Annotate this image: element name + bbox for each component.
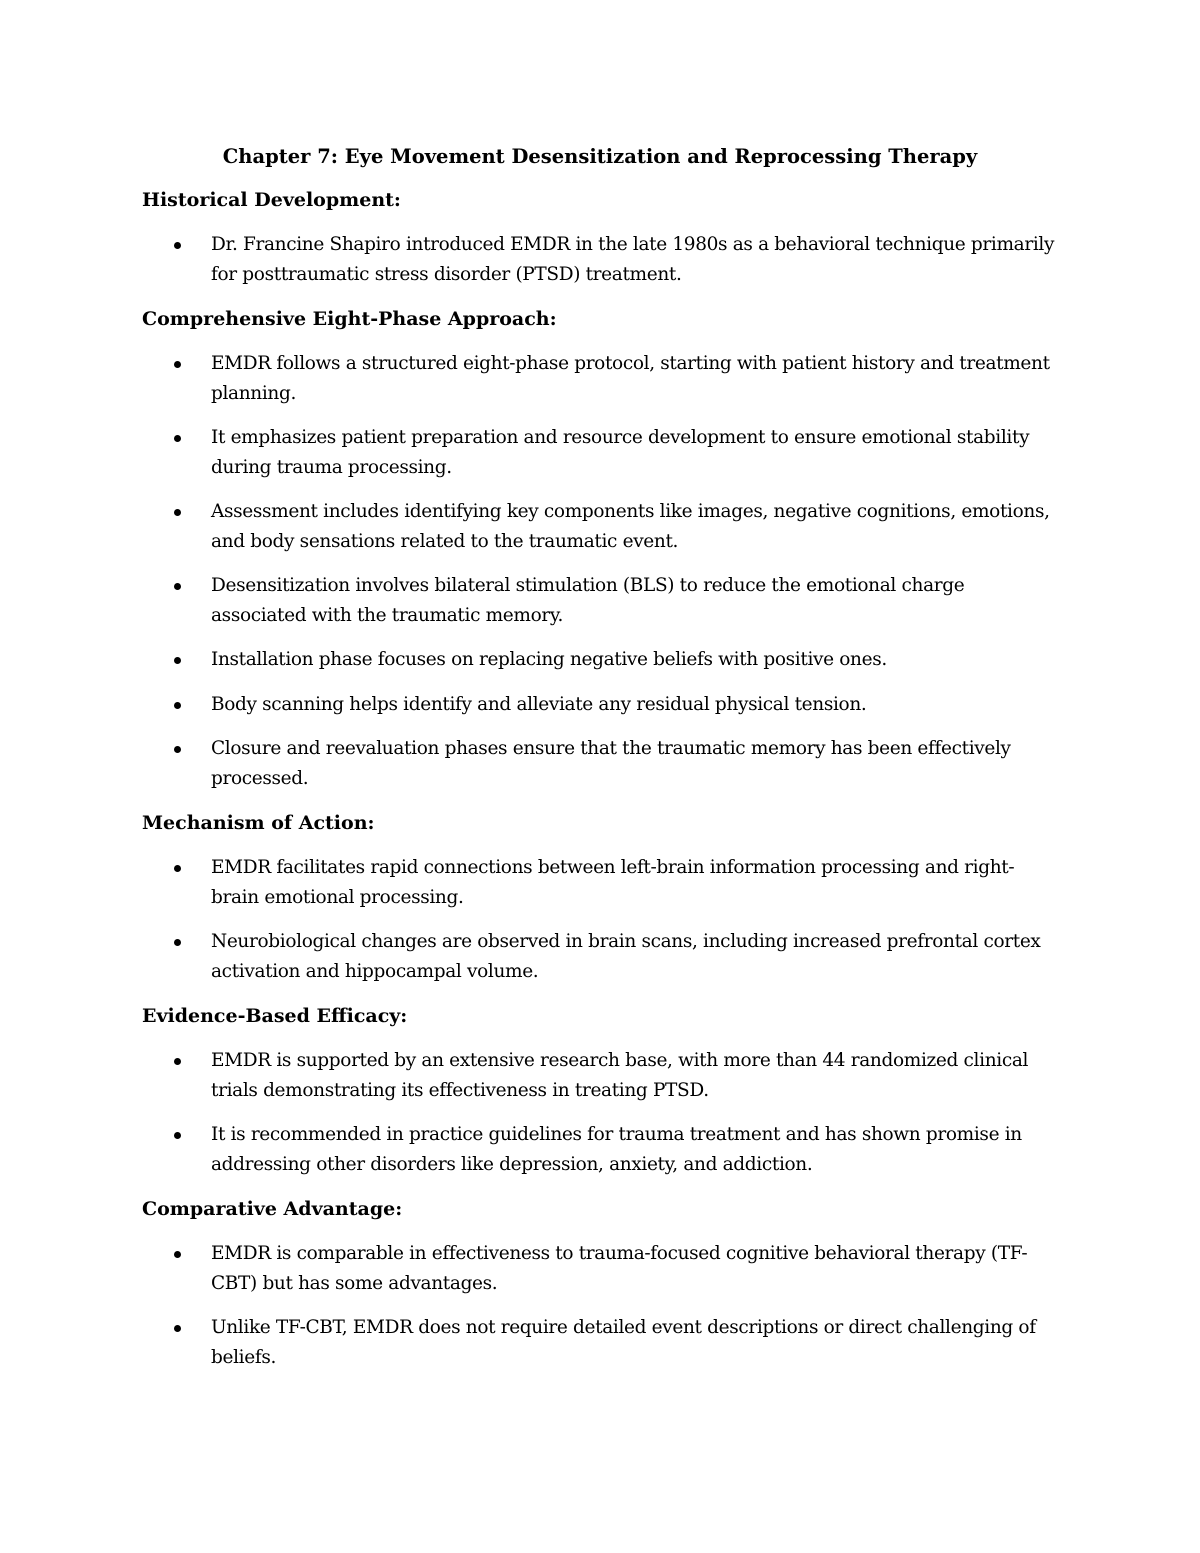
page-title: Chapter 7: Eye Movement Desensitization and Reprocessing Therapy: [222, 145, 978, 168]
bullet-item: [142, 690, 1062, 720]
bullet-icon: [174, 702, 181, 709]
bullet-text: Body scanning helps identify and alleviate any residual physical tension.: [211, 693, 867, 715]
bullet-text: Neurobiological changes are observed in brain scans, including increased prefrontal cortex activation and hippocampal volume.: [211, 931, 1041, 982]
bullet-list: [142, 1046, 1062, 1179]
section-comparative-advantage: [142, 1195, 1062, 1372]
bullet-list: [142, 349, 1062, 793]
bullet-icon: [174, 657, 181, 664]
bullet-list: [142, 230, 1062, 289]
bullet-text: It is recommended in practice guidelines for trauma treatment and has shown promise in addressing other disorders like depression, anxiety, and addiction.: [211, 1124, 1022, 1175]
bullet-item: [142, 571, 1062, 630]
bullet-text: Dr. Francine Shapiro introduced EMDR in the late 1980s as a behavioral technique primarily for posttraumatic stress disorder (PTSD) treatment.: [211, 234, 1055, 285]
bullet-text: It emphasizes patient preparation and resource development to ensure emotional stability during trauma processing.: [211, 427, 1030, 478]
bullet-item: [142, 1313, 1062, 1372]
bullet-item: [142, 1239, 1062, 1298]
bullet-text: EMDR is comparable in effectiveness to trauma-focused cognitive behavioral therapy (TF-CBT) but has some advantages.: [211, 1243, 1028, 1294]
section-heading: Comparative Advantage:: [142, 1198, 403, 1220]
bullet-item: [142, 423, 1062, 482]
section-heading: Mechanism of Action:: [142, 812, 375, 834]
section-heading: Historical Development:: [142, 189, 401, 211]
bullet-item: [142, 734, 1062, 793]
bullet-text: EMDR facilitates rapid connections between left-brain information processing and right-brain emotional processing.: [211, 857, 1015, 908]
document-body: [142, 186, 1062, 1388]
bullet-text: Unlike TF-CBT, EMDR does not require detailed event descriptions or direct challenging of beliefs.: [211, 1317, 1036, 1368]
bullet-text: Installation phase focuses on replacing negative beliefs with positive ones.: [211, 649, 887, 670]
section-historical-development: [142, 186, 1062, 289]
section-evidence-based-efficacy: [142, 1002, 1062, 1179]
bullet-item: [142, 230, 1062, 289]
bullet-item: [142, 645, 1062, 675]
bullet-list: [142, 853, 1062, 986]
bullet-icon: [174, 1132, 181, 1139]
bullet-item: [142, 927, 1062, 986]
section-mechanism-of-action: [142, 809, 1062, 986]
bullet-item: [142, 349, 1062, 408]
bullet-item: [142, 497, 1062, 556]
bullet-icon: [174, 1325, 181, 1332]
bullet-icon: [174, 361, 181, 368]
bullet-text: Desensitization involves bilateral stimulation (BLS) to reduce the emotional charge associated with the traumatic memory.: [211, 575, 965, 626]
bullet-icon: [174, 865, 181, 872]
bullet-text: EMDR is supported by an extensive research base, with more than 44 randomized clinical trials demonstrating its effectiveness in treating PTSD.: [211, 1050, 1029, 1101]
bullet-item: [142, 1046, 1062, 1105]
bullet-item: [142, 853, 1062, 912]
section-heading: Evidence-Based Efficacy:: [142, 1005, 408, 1027]
bullet-text: Assessment includes identifying key components like images, negative cognitions, emotions, and body sensations related to the traumatic event.: [211, 501, 1050, 552]
bullet-icon: [174, 1058, 181, 1065]
bullet-icon: [174, 1251, 181, 1258]
bullet-icon: [174, 583, 181, 590]
bullet-item: [142, 1120, 1062, 1179]
bullet-text: EMDR follows a structured eight-phase protocol, starting with patient history and treatment planning.: [211, 353, 1050, 404]
section-heading: Comprehensive Eight-Phase Approach:: [142, 308, 557, 330]
section-eight-phase-approach: [142, 305, 1062, 793]
bullet-icon: [174, 242, 181, 249]
bullet-icon: [174, 435, 181, 442]
bullet-text: Closure and reevaluation phases ensure that the traumatic memory has been effectively processed.: [211, 738, 1011, 789]
bullet-list: [142, 1239, 1062, 1372]
bullet-icon: [174, 939, 181, 946]
bullet-icon: [174, 746, 181, 753]
bullet-icon: [174, 509, 181, 516]
